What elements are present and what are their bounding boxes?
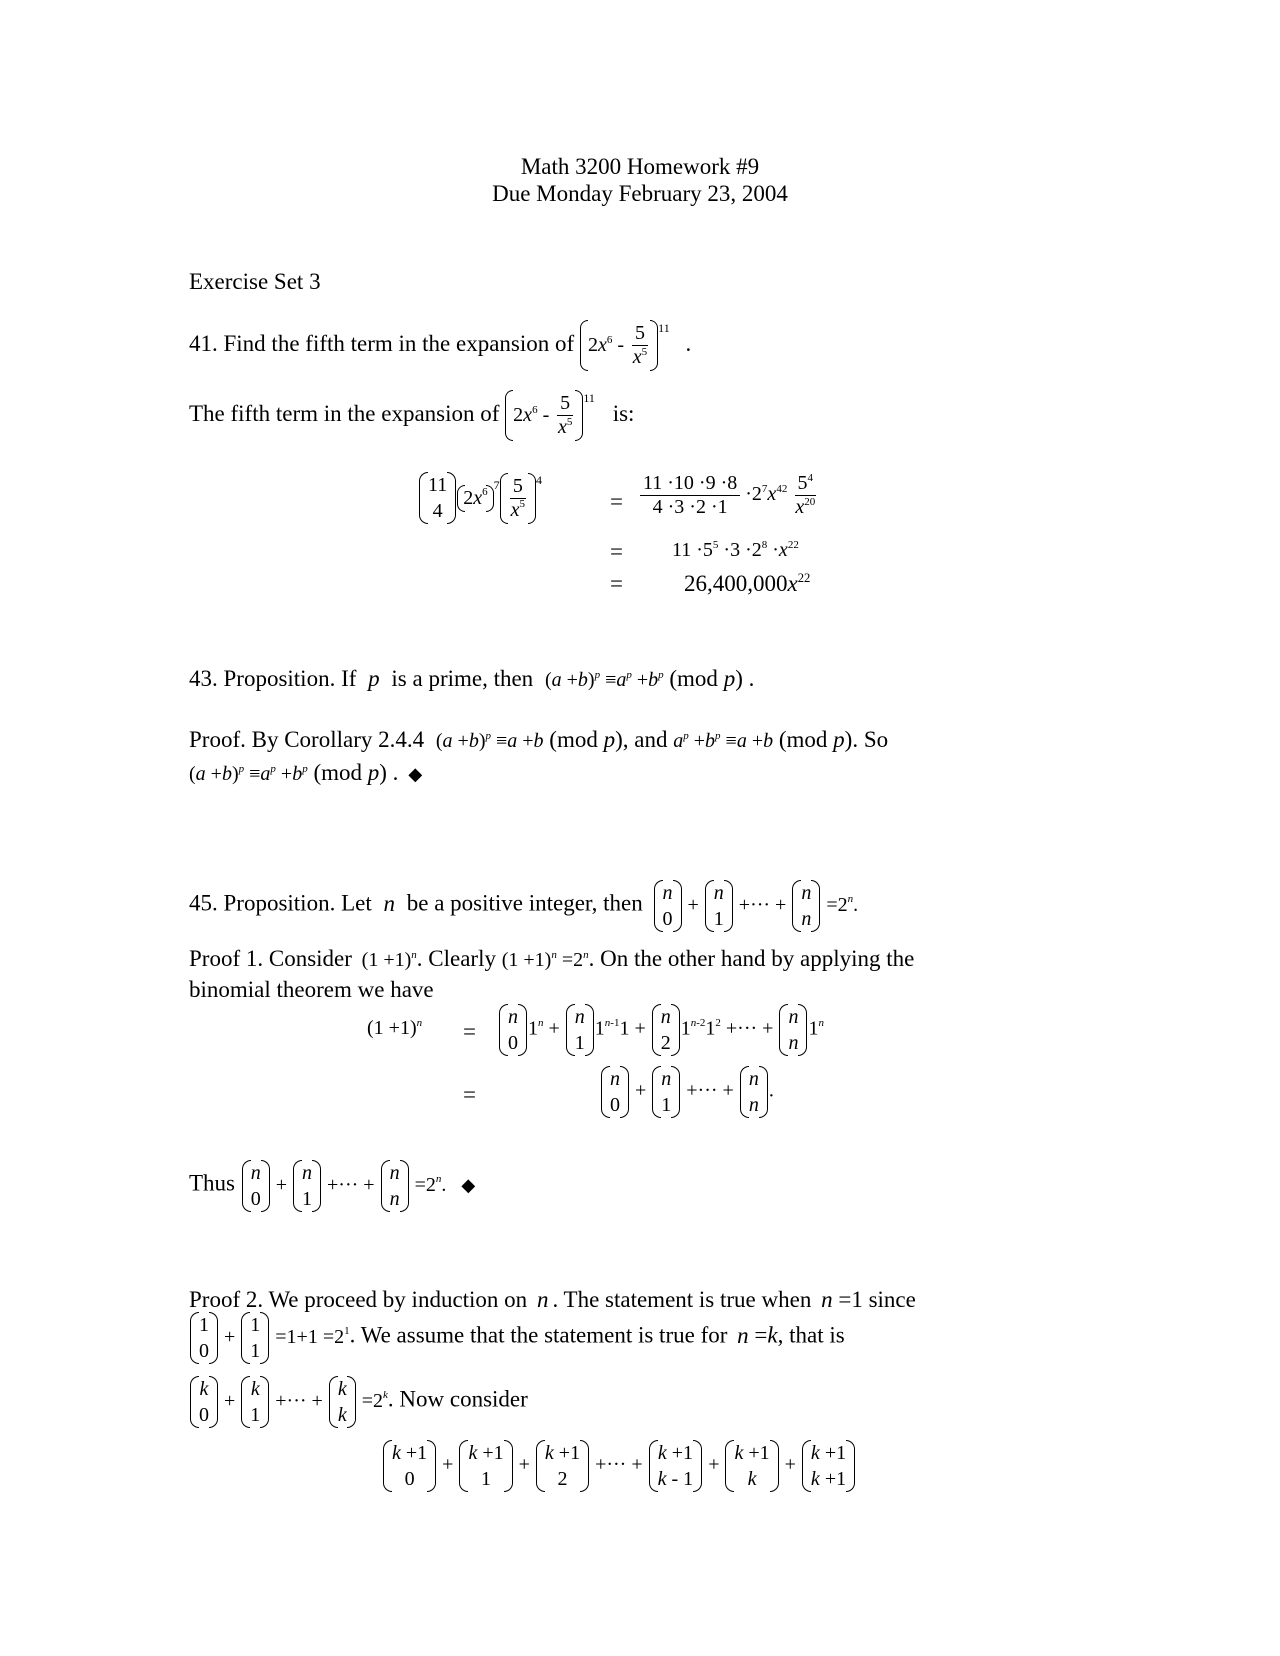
problem-45-statement: 45. Proposition. Let n be a positive integer, then n 0 + n 1 +··· + n n $=2^n$. [189, 882, 859, 930]
due-date: Due Monday February 23, 2004 [492, 181, 788, 206]
problem-45-thus: Thus n 0 + n 1 +··· + n n $=2^n$. ◆ [189, 1162, 476, 1210]
qed-icon: ◆ [461, 1174, 476, 1195]
equals-sign: = [463, 1082, 476, 1107]
problem-43-statement: 43. Proposition. If p is a prime, then $(a +b)^p \equiv a^p +b^p$ (mod p) . [189, 666, 755, 691]
problem-45-proof2-line1: Proof 2. We proceed by induction on n . The statement is true when n =1 since [189, 1287, 916, 1312]
section-heading: Exercise Set 3 [189, 269, 321, 294]
binomial-sum: n 0 + n 1 +··· + n n . [600, 1066, 774, 1118]
problem-45-proof1-line1: Proof 1. Consider $(1 +1)^n$. Clearly $(1 +1)^n =2^n$. On the other hand by applying the [189, 946, 915, 971]
problem-45-proof1-line2: binomial theorem we have [189, 977, 434, 1002]
equals-sign: = [610, 489, 623, 514]
problem-41-step2: $11 \cdot 5^5 \cdot 3 \cdot 2^8 \cdot x^{22}$ [672, 538, 799, 561]
problem-45-proof2-line2: 1 0 + 1 1 $=1+1 =2^1$. We assume that the statement is true for n =k, that is [189, 1312, 845, 1364]
problem-43-proof-line1: Proof. By Corollary 2.4.4 $(a +b)^p \equiv a +b$ (mod p), and $a^p +b^p \equiv a +b$ (mod p). So [189, 727, 889, 752]
binomial-expansion-rhs: n 0 $1^n$ + n 1 $1^{n-1}1$ + n 2 $1^{n-2}1^2$ +··· + n n 1$^n$ [498, 1004, 824, 1056]
problem-43-proof-line2: $(a +b)^p \equiv a^p +b^p$ (mod p) . ◆ [189, 760, 423, 785]
problem-41-question: 41. Find the fifth term in the expansion of $2x^6$ - $\frac{5}{x^5}$ $^{11}$ . [189, 320, 692, 368]
page-title: Math 3200 Homework #9 [520, 154, 760, 179]
problem-41-step1: $\frac{11 \cdot 10 \cdot 9 \cdot 8}{4 \cdot 3 \cdot 2 \cdot 1}$ $\cdot 2^7x^{42}$ $\frac{5^4}{x^{20}}$ [640, 472, 818, 519]
equals-sign: = [463, 1019, 476, 1044]
equals-sign: = [610, 539, 623, 564]
induction-sum: k +1 0 + k +1 1 + k +1 2 +··· + k +1 k - 1 + k +1 k + k +1 k +1 [382, 1440, 856, 1492]
problem-41-lhs: 11 4 $2x^{67}$ $\frac{5}{x^5}$ $^4$ [418, 472, 542, 524]
equals-sign: = [610, 571, 623, 596]
problem-45-proof2-line3: k 0 + k 1 +··· + k k $=2^k$. Now consider [189, 1376, 528, 1428]
problem-41-answer-intro: The fifth term in the expansion of $2x^6$ - $\frac{5}{x^5}$ $^{11}$ is: [189, 390, 635, 438]
binomial-expansion-lhs: $(1 +1)^n$ [367, 1016, 423, 1039]
problem-41-result: $26,400,000x^{22}$ [684, 570, 811, 596]
qed-icon: ◆ [408, 764, 423, 784]
